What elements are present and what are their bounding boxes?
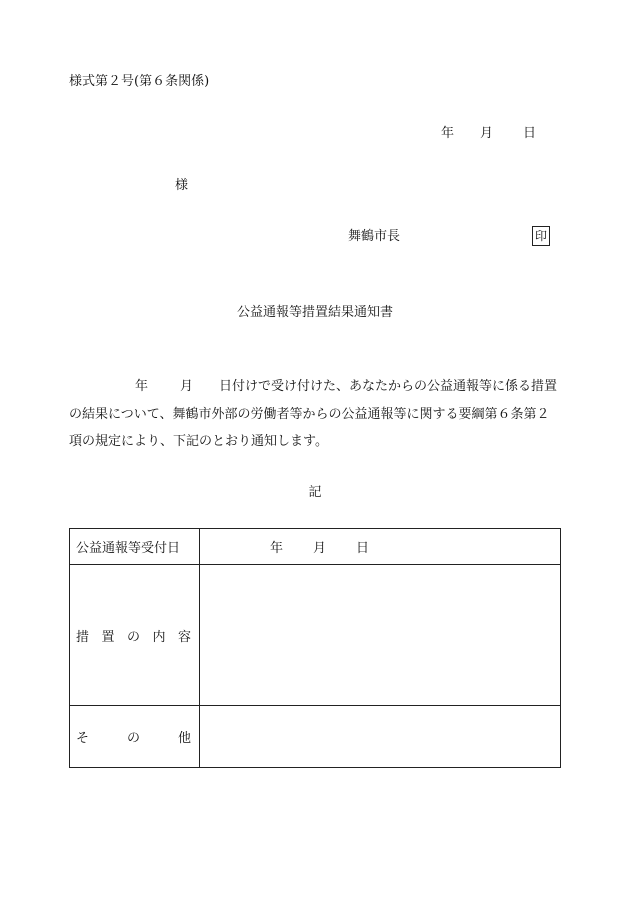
body-line1-text: 日付けで受け付けた、あなたからの公益通報等に係る措置 bbox=[219, 379, 558, 394]
received-date-value bbox=[200, 529, 561, 565]
ki-heading: 記 bbox=[308, 485, 322, 500]
label-char: 置 bbox=[101, 629, 115, 645]
body-month: 月 bbox=[180, 379, 194, 394]
label-char: 内 bbox=[152, 629, 166, 645]
label-char: そ bbox=[76, 731, 90, 746]
received-year: 年 bbox=[270, 541, 284, 556]
body-line-2: の結果について、舞鶴市外部の労働者等からの公益通報等に関する要綱第６条第２ bbox=[69, 407, 550, 422]
other-value bbox=[200, 706, 561, 768]
label-char: の bbox=[126, 731, 140, 746]
received-day: 日 bbox=[356, 541, 370, 556]
body-line-3: 項の規定により、下記のとおり通知します。 bbox=[69, 434, 328, 449]
received-month: 月 bbox=[313, 541, 327, 556]
body-line-1 bbox=[69, 380, 557, 393]
received-date-label: 公益通報等受付日 bbox=[70, 529, 200, 565]
label-char: 措 bbox=[76, 629, 90, 645]
addressee-suffix: 様 bbox=[175, 178, 189, 193]
document-title: 公益通報等措置結果通知書 bbox=[236, 305, 393, 320]
label-char: の bbox=[126, 629, 140, 645]
label-char: 他 bbox=[177, 731, 191, 746]
table-row bbox=[70, 529, 561, 565]
date-day: 日 bbox=[523, 126, 537, 141]
sender-name: 舞鶴市長 bbox=[348, 229, 401, 244]
form-number: 様式第２号(第６条関係) bbox=[69, 74, 210, 89]
table-row bbox=[70, 565, 561, 706]
date-year: 年 bbox=[441, 126, 455, 141]
issue-date bbox=[441, 127, 536, 140]
measure-content-label bbox=[70, 565, 200, 706]
table-row bbox=[70, 706, 561, 768]
seal-mark: 印 bbox=[532, 226, 550, 246]
measure-content-value bbox=[200, 565, 561, 706]
other-label bbox=[70, 706, 200, 768]
date-month: 月 bbox=[480, 126, 494, 141]
body-year: 年 bbox=[135, 379, 149, 394]
details-table bbox=[69, 528, 561, 768]
label-char: 容 bbox=[177, 629, 191, 645]
